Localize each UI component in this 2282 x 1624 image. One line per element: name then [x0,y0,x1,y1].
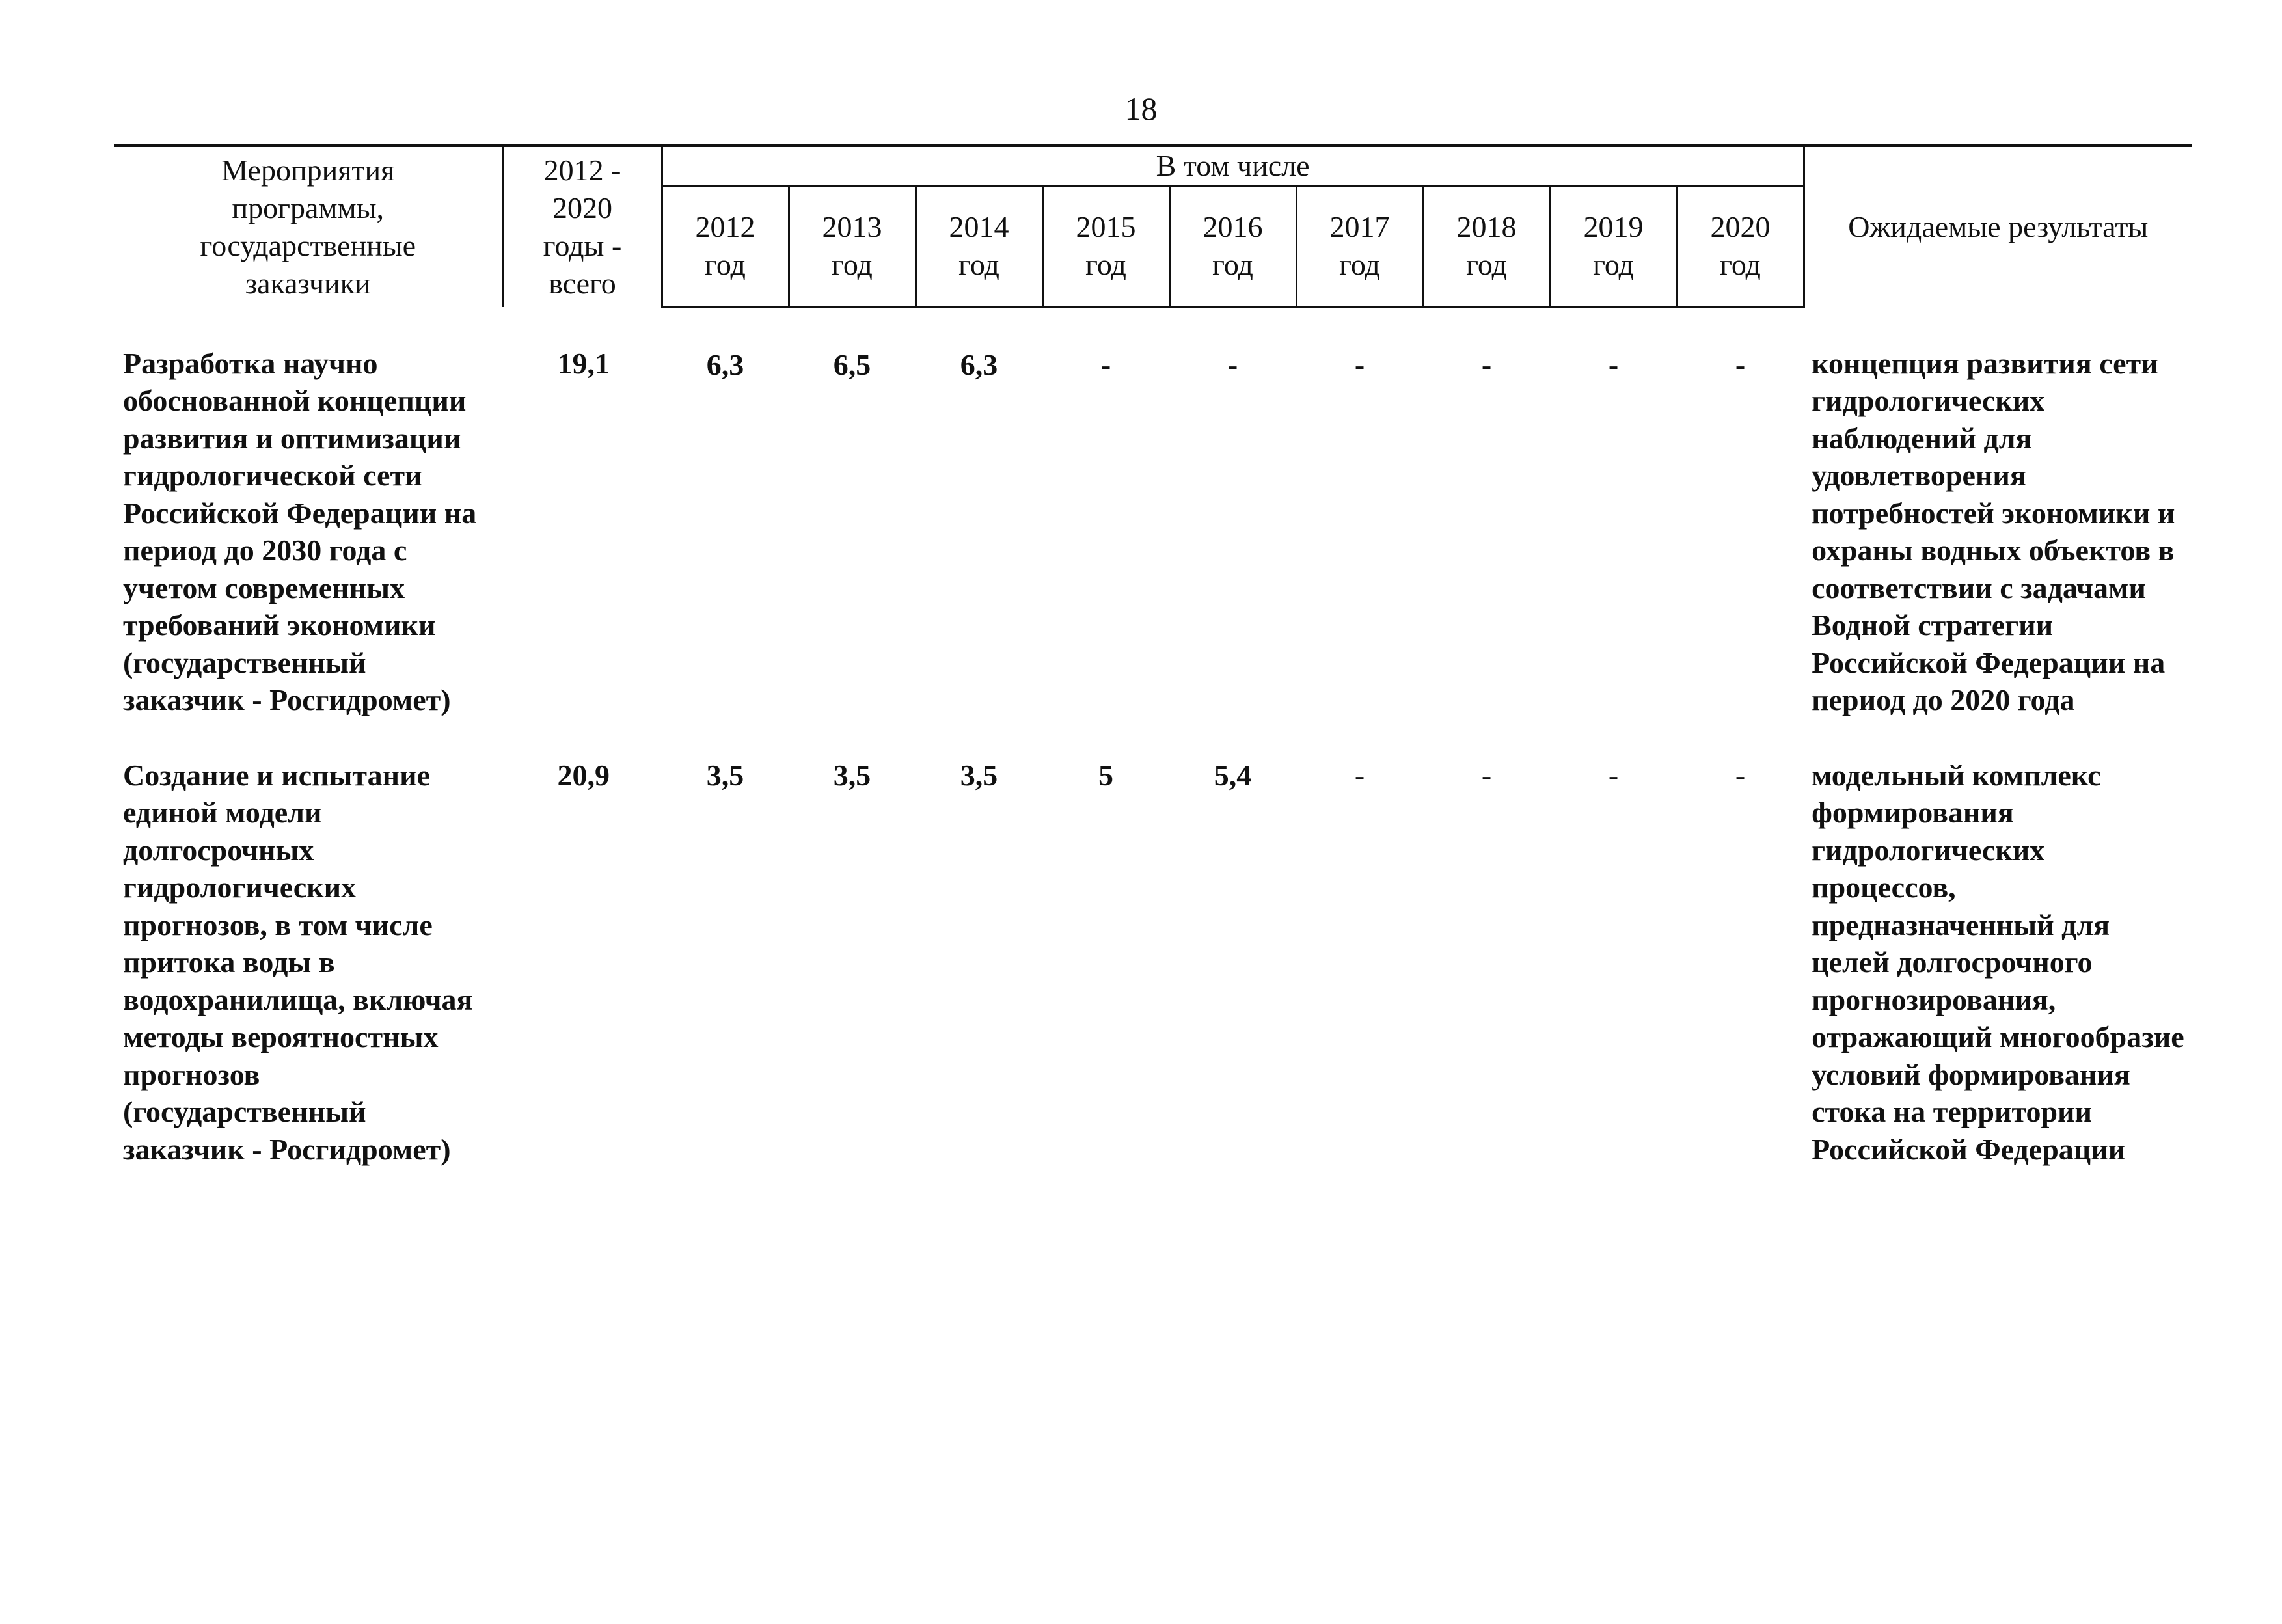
header-year-2018: 2018 год [1423,186,1550,307]
row-value-2018: - [1481,758,1492,792]
row-value-2016: - [1227,347,1238,381]
table-header [114,146,2192,307]
row-value-2016: 5,4 [1214,758,1252,792]
program-budget-table [114,144,2192,1213]
row-value-2012: 6,3 [706,347,744,381]
row-value-2019: - [1608,347,1619,381]
header-year-2012: 2012 год [662,186,789,307]
row-value-2013: 6,5 [833,347,871,381]
header-including-group: В том числе [662,146,1804,186]
row-value-2017: - [1354,347,1365,381]
row-value-2020: - [1735,758,1746,792]
header-year-2020: 2020 год [1677,186,1804,307]
header-year-2016: 2016 год [1169,186,1296,307]
row-expected-result: концепция развития сети гидрологических наблюдений для удовлетворения потребностей экономики и охраны водных объектов в соответствии с задачами Водной стратегии Российской Федерации на период до 2020 года [1812,346,2175,716]
page-number: 18 [1124,90,1158,127]
header-year-2014: 2014 год [916,186,1042,307]
row-value-2015: - [1100,347,1111,381]
row-value-2015: 5 [1098,758,1113,792]
table-row [114,307,2192,719]
row-total: 20,9 [557,758,610,792]
table-row [114,719,2192,1213]
header-row-group [114,146,2192,186]
table-body [114,307,2192,1213]
row-value-2020: - [1735,347,1746,381]
header-year-2017: 2017 год [1296,186,1423,307]
row-measure: Создание и испытание единой модели долгосрочных гидрологических прогнозов, в том числе притока воды в водохранилища, включая методы вероятностных прогнозов (государственный заказчик - Росгидромет) [123,758,473,1166]
row-value-2013: 3,5 [833,758,871,792]
header-total: 2012 - 2020 годы - всего [503,146,662,307]
row-expected-result: модельный комплекс формирования гидрологических процессов, предназначенный для целей долгосрочного прогнозирования, отражающий многообразие условий формирования стока на территории Российской Федерации [1812,758,2184,1166]
header-year-2019: 2019 год [1550,186,1677,307]
header-year-2015: 2015 год [1042,186,1169,307]
row-value-2014: 3,5 [960,758,998,792]
row-value-2017: - [1354,758,1365,792]
row-value-2014: 6,3 [960,347,998,381]
header-measures: Мероприятия программы, государственные заказчики [114,146,503,307]
row-total: 19,1 [557,346,610,380]
row-measure: Разработка научно обоснованной концепции развития и оптимизации гидрологической сети Российской Федерации на период до 2030 года с учетом современных требований экономики (государственный заказчик - Росгидромет) [123,346,477,716]
header-expected-results: Ожидаемые результаты [1804,146,2192,307]
row-value-2019: - [1608,758,1619,792]
row-value-2018: - [1481,347,1492,381]
header-year-2013: 2013 год [789,186,916,307]
row-value-2012: 3,5 [706,758,744,792]
